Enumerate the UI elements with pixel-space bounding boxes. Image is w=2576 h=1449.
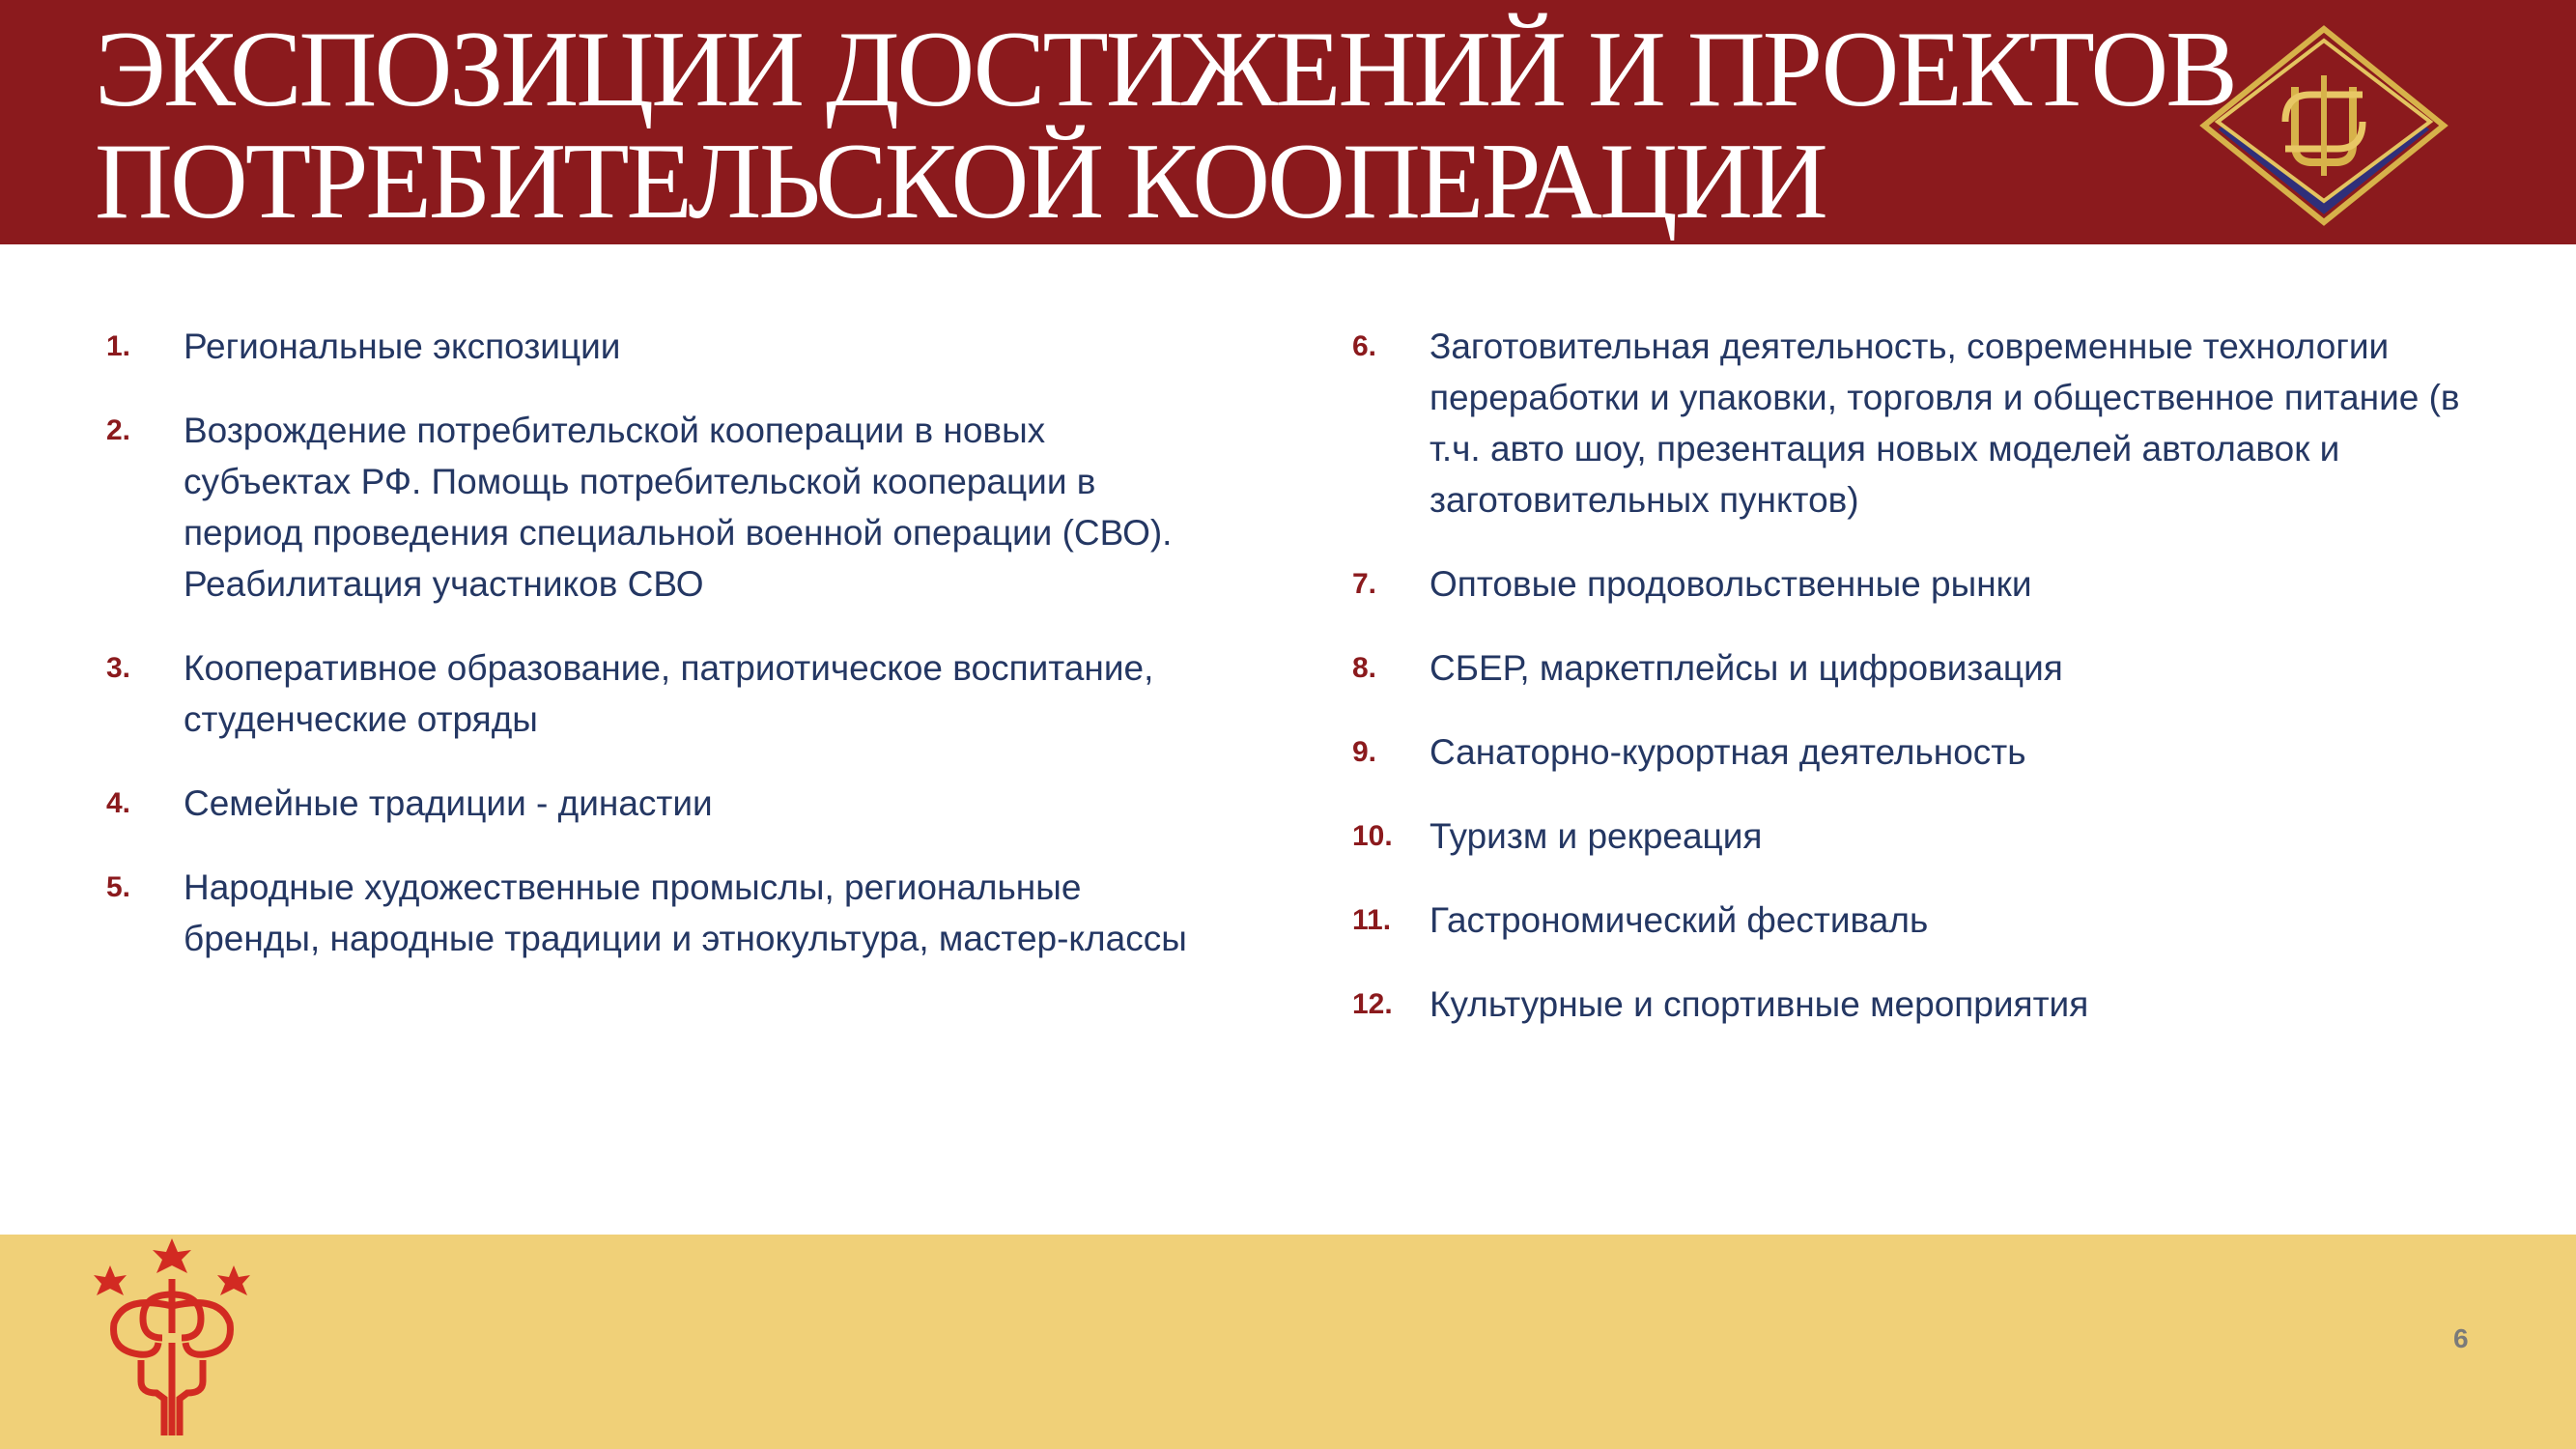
list-item (106, 405, 1217, 610)
list-item-number: 11. (1352, 904, 1392, 936)
list-item-text: Культурные и спортивные мероприятия (1430, 984, 2089, 1024)
list-item-number: 5. (106, 871, 131, 903)
list-item (1352, 321, 2511, 526)
list-item (1352, 642, 2511, 694)
list-item-number: 8. (1352, 652, 1377, 684)
list-item-number: 9. (1352, 736, 1377, 768)
list-item-text: Народные художественные промыслы, региональные бренды, народные традиции и этнокультура, мастер-классы (184, 867, 1187, 958)
list-item-text: Семейные традиции - династии (184, 783, 713, 823)
list-item-text: СБЕР, маркетплейсы и цифровизация (1430, 648, 2063, 688)
list-item-text: Возрождение потребительской кооперации в новых субъектах РФ. Помощь потребительской кооперации в период проведения специальной военной операции (СВО). Реабилитация участников СВО (184, 411, 1173, 604)
list-item (1352, 558, 2511, 610)
list-item (1352, 979, 2511, 1030)
page-number: 6 (2453, 1323, 2469, 1353)
list-item-text: Кооперативное образование, патриотическое воспитание, студенческие отряды (184, 648, 1154, 739)
list-item (1352, 895, 2511, 946)
list-item-number: 12. (1352, 988, 1393, 1020)
list-item (1352, 810, 2511, 862)
exhibition-list-right (1352, 321, 2511, 1063)
slide-title-line-1: ЭКСПОЗИЦИИ ДОСТИЖЕНИЙ И ПРОЕКТОВ (95, 10, 2235, 129)
exhibition-list-left (106, 321, 1217, 997)
list-item-number: 6. (1352, 330, 1377, 362)
list-item-text: Региональные экспозиции (184, 327, 621, 366)
list-item (106, 321, 1217, 372)
list-item (1352, 726, 2511, 778)
list-item (106, 862, 1217, 964)
list-item-text: Гастрономический фестиваль (1430, 900, 1929, 940)
chuvash-tree-of-life-emblem-icon (85, 1236, 259, 1439)
list-item-text: Санаторно-курортная деятельность (1430, 732, 2026, 772)
list-item-number: 1. (106, 330, 131, 362)
list-item-number: 3. (106, 652, 131, 684)
slide-title-line-2: ПОТРЕБИТЕЛЬСКОЙ КООПЕРАЦИИ (95, 122, 1826, 242)
list-item-number: 7. (1352, 568, 1377, 600)
list-item-text: Туризм и рекреация (1430, 816, 1763, 856)
list-item-text: Заготовительная деятельность, современные технологии переработки и упаковки, торговля и общественное питание (в т.ч. авто шоу, презентация новых моделей автолавок и заготовительных пунктов) (1430, 327, 2460, 520)
list-item-number: 10. (1352, 820, 1393, 852)
list-item (106, 642, 1217, 745)
footer-band (0, 1235, 2576, 1449)
list-item-number: 4. (106, 787, 131, 819)
list-item (106, 778, 1217, 829)
list-item-number: 2. (106, 414, 131, 446)
list-item-text: Оптовые продовольственные рынки (1430, 564, 2032, 604)
